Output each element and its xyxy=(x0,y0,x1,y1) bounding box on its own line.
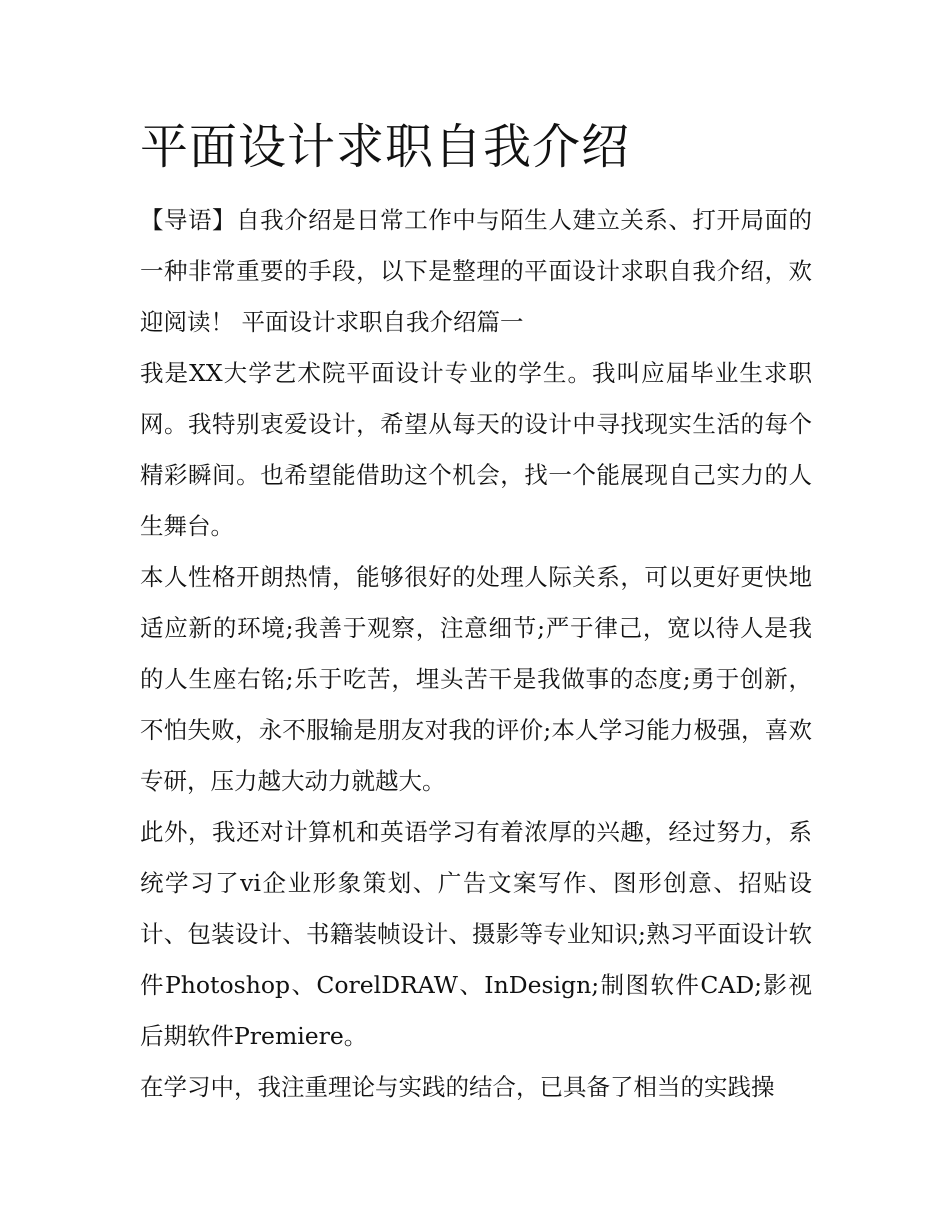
paragraph-practice: 在学习中，我注重理论与实践的结合，已具备了相当的实践操 xyxy=(140,1073,775,1101)
paragraph-self: 我是XX大学艺术院平面设计专业的学生。我叫应届毕业生求职网。我特别衷爱设计，希望从每天的设计中寻找现实生活的每个精彩瞬间。也希望能借助这个机会，找一个能展现自己实力的人生舞台。 xyxy=(140,359,812,540)
paragraph-personality: 本人性格开朗热情，能够很好的处理人际关系，可以更好更快地适应新的环境;我善于观察，注意细节;严于律己，宽以待人是我的人生座右铭;乐于吃苦，埋头苦干是我做事的态度;勇于创新，不怕失败，永不服输是朋友对我的评价;本人学习能力极强，喜欢专研，压力越大动力就越大。 xyxy=(140,563,812,795)
paragraph-intro: 【导语】自我介绍是日常工作中与陌生人建立关系、打开局面的一种非常重要的手段，以下是整理的平面设计求职自我介绍，欢迎阅读！ 平面设计求职自我介绍篇一 xyxy=(140,206,812,336)
paragraph-skills: 此外，我还对计算机和英语学习有着浓厚的兴趣，经过努力，系统学习了vi企业形象策划、广告文案写作、图形创意、招贴设计、包装设计、书籍装帧设计、摄影等专业知识;熟习平面设计软件Photoshop、CorelDRAW、InDesign;制图软件CAD;影视后期软件Premiere。 xyxy=(140,818,812,1050)
document-page xyxy=(140,112,812,1113)
document-title: 平面设计求职自我介绍 xyxy=(140,119,631,175)
